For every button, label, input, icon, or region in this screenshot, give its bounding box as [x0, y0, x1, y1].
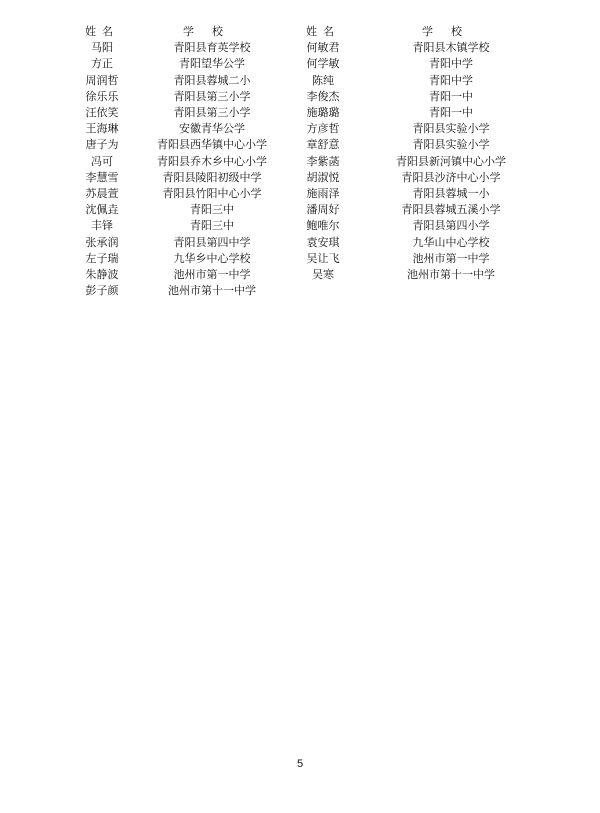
school-name-left: 青阳望华公学: [179, 57, 245, 71]
student-name-right: 吴寒: [312, 267, 334, 281]
student-name-left: 左子瑞: [85, 251, 119, 265]
student-name-left: 彭子颜: [85, 284, 119, 298]
school-name-right: 青阳县沙济中心小学: [401, 170, 501, 184]
header-school-col-2: 学校: [422, 25, 480, 39]
school-name-left: 青阳三中: [190, 203, 234, 217]
student-name-right: 潘周好: [306, 203, 340, 217]
header-name-col-2: 姓名: [306, 25, 340, 39]
header-school-col-1: 学校: [183, 25, 241, 39]
student-name-right: 鲍唯尔: [306, 219, 340, 233]
student-name-right: 吴让飞: [306, 251, 340, 265]
student-name-right: 施璐璐: [306, 106, 340, 120]
school-name-right: 青阳中学: [429, 73, 473, 87]
student-name-left: 朱静波: [85, 267, 119, 281]
table-row: [62, 218, 538, 234]
school-name-right: 青阳县实验小学: [412, 122, 490, 136]
school-name-left: 青阳县乔木乡中心小学: [157, 154, 267, 168]
student-name-right: 李紫菡: [306, 154, 340, 168]
student-name-left: 张承润: [85, 235, 119, 249]
school-name-right: 池州市第十一中学: [407, 267, 495, 281]
student-name-left: 周润哲: [85, 73, 119, 87]
school-name-left: 青阳县蓉城二小: [173, 73, 251, 87]
table-row: [62, 267, 538, 283]
student-name-left: 唐子为: [85, 138, 119, 152]
student-name-left: 汪依笑: [85, 106, 119, 120]
school-name-left: 青阳县第四中学: [173, 235, 251, 249]
school-name-right: 青阳县第四小学: [412, 219, 490, 233]
school-name-right: 青阳县木镇学校: [412, 41, 490, 55]
school-name-right: 池州市第一中学: [412, 251, 490, 265]
school-name-right: 青阳一中: [429, 89, 473, 103]
school-name-left: 青阳县竹阳中心小学: [162, 186, 262, 200]
school-name-right: 青阳县蓉城一小: [412, 186, 490, 200]
student-name-left: 王海琳: [85, 122, 119, 136]
school-name-left: 青阳县育英学校: [173, 41, 251, 55]
header-name-col-1: 姓名: [85, 25, 119, 39]
school-name-right: 青阳中学: [429, 57, 473, 71]
school-name-left: 青阳县陵阳初级中学: [162, 170, 262, 184]
student-school-table: [62, 24, 538, 299]
student-name-left: 方正: [91, 57, 113, 71]
table-row: [62, 251, 538, 267]
table-row: [62, 89, 538, 105]
student-name-right: 袁安琪: [306, 235, 340, 249]
table-row: [62, 56, 538, 72]
student-name-right: 方彦哲: [306, 122, 340, 136]
table-body: [62, 40, 538, 299]
table-header-row: [62, 24, 538, 40]
student-name-right: 陈纯: [312, 73, 334, 87]
table-row: [62, 234, 538, 250]
page-number: 5: [296, 758, 304, 770]
school-name-left: 青阳县第三小学: [173, 106, 251, 120]
table-row: [62, 40, 538, 56]
student-name-left: 冯可: [91, 154, 113, 168]
school-name-right: 九华山中心学校: [412, 235, 490, 249]
school-name-left: 青阳县第三小学: [173, 89, 251, 103]
school-name-left: 九华乡中心学校: [173, 251, 251, 265]
student-name-right: 何学敏: [306, 57, 340, 71]
student-name-right: 李俊杰: [306, 89, 340, 103]
student-name-right: 章舒意: [306, 138, 340, 152]
student-name-right: 何敏君: [306, 41, 340, 55]
school-name-right: 青阳一中: [429, 106, 473, 120]
table-row: [62, 154, 538, 170]
table-row: [62, 137, 538, 153]
table-row: [62, 73, 538, 89]
student-name-left: 马阳: [91, 41, 113, 55]
school-name-right: 青阳县蓉城五溪小学: [401, 203, 501, 217]
student-name-left: 沈佩垚: [85, 203, 119, 217]
student-name-right: 胡淑悦: [306, 170, 340, 184]
table-row: [62, 105, 538, 121]
student-name-left: 丰铎: [91, 219, 113, 233]
table-row: [62, 186, 538, 202]
school-name-right: 青阳县新河镇中心小学: [396, 154, 506, 168]
school-name-left: 池州市第十一中学: [168, 284, 256, 298]
student-name-right: 施雨泽: [306, 186, 340, 200]
student-name-left: 苏晨萱: [85, 186, 119, 200]
school-name-left: 青阳县西华镇中心小学: [157, 138, 267, 152]
school-name-left: 池州市第一中学: [173, 267, 251, 281]
student-name-left: 李慧雪: [85, 170, 119, 184]
table-row: [62, 202, 538, 218]
school-name-left: 青阳三中: [190, 219, 234, 233]
table-row: [62, 121, 538, 137]
school-name-left: 安徽青华公学: [179, 122, 245, 136]
school-name-right: 青阳县实验小学: [412, 138, 490, 152]
table-row: [62, 170, 538, 186]
student-name-left: 徐乐乐: [85, 89, 119, 103]
table-row: [62, 283, 538, 299]
